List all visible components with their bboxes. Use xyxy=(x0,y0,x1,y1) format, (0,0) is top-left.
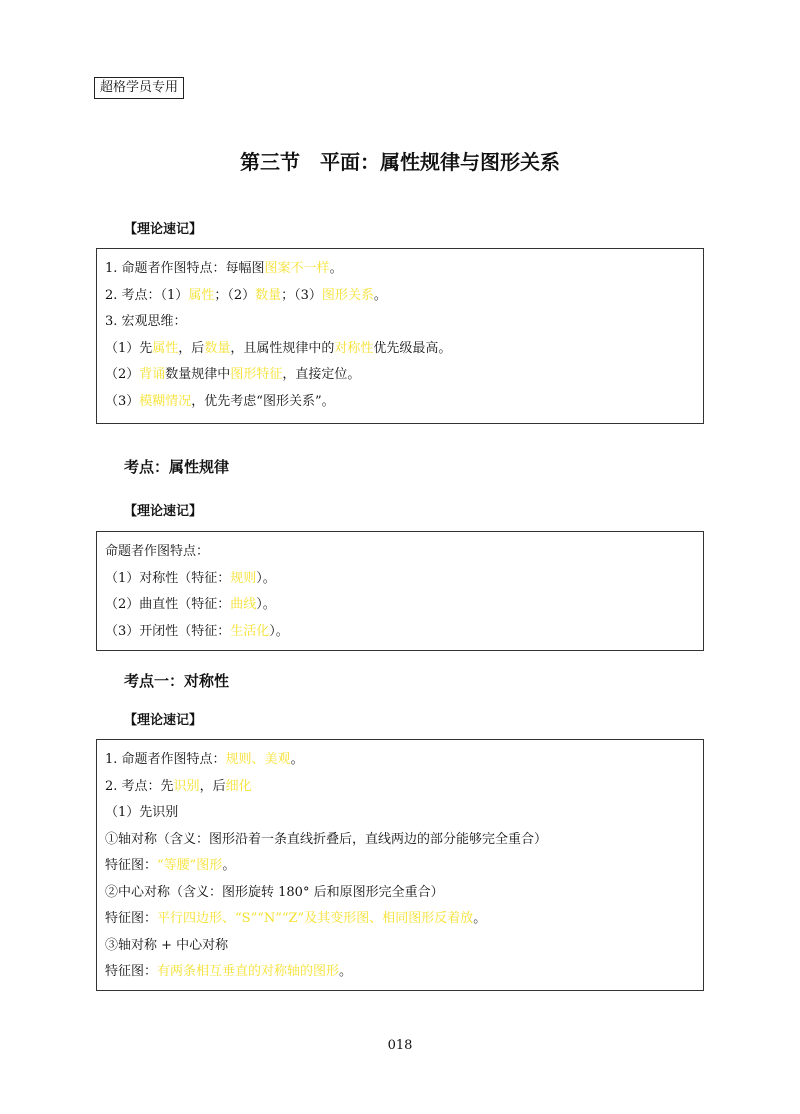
box1-line-1: 1. 命题者作图特点：每幅图图案不一样。 xyxy=(105,261,343,276)
box3-line-3: （1）先识别 xyxy=(105,805,179,820)
theory-box-2 xyxy=(96,531,704,651)
box1-line-4: （1）先属性，后数量，且属性规律中的对称性优先级最高。 xyxy=(105,340,452,356)
theory-box-3 xyxy=(96,739,704,991)
box2-line-3: （2）曲直性（特征：曲线）。 xyxy=(105,597,276,612)
page-number: 018 xyxy=(387,1038,413,1053)
box2-line-4: （3）开闭性（特征：生活化）。 xyxy=(105,623,289,639)
section-title: 第三节 平面：属性规律与图形关系 xyxy=(240,150,560,174)
box1-line-2: 2. 考点：（1）属性；（2）数量；（3）图形关系。 xyxy=(105,287,387,303)
box3-line-9: 特征图：有两条相互垂直的对称轴的图形。 xyxy=(105,964,353,979)
box2-line-2: （1）对称性（特征：规则）。 xyxy=(105,570,276,586)
theory-box-1 xyxy=(96,248,704,424)
theory-label-2: 【理论速记】 xyxy=(124,504,203,519)
theory-label-1: 【理论速记】 xyxy=(124,222,203,237)
heading-attribute-rules: 考点：属性规律 xyxy=(124,458,230,476)
theory-label-3: 【理论速记】 xyxy=(124,713,203,728)
box3-line-5: 特征图：“等腰”图形。 xyxy=(105,858,236,873)
box1-line-5: （2）背诵数量规律中图形特征，直接定位。 xyxy=(105,367,361,382)
restricted-stamp: 超格学员专用 xyxy=(94,77,184,99)
box3-line-7: 特征图：平行四边形、“S”“N”“Z”及其变形图、相同图形反着放。 xyxy=(105,911,487,926)
box3-line-2: 2. 考点：先识别，后细化 xyxy=(105,778,252,794)
box1-line-3: 3. 宏观思维： xyxy=(105,314,187,329)
box1-line-6: （3）模糊情况，优先考虑“图形关系”。 xyxy=(105,393,335,409)
box3-line-1: 1. 命题者作图特点：规则、美观。 xyxy=(105,752,304,767)
box3-line-8: ③轴对称 + 中心对称 xyxy=(105,937,229,953)
heading-symmetry: 考点一：对称性 xyxy=(124,672,230,690)
box3-line-6: ②中心对称（含义：图形旋转 180° 后和原图形完全重合） xyxy=(105,884,444,900)
box2-line-1: 命题者作图特点： xyxy=(105,544,210,559)
box3-line-4: ①轴对称（含义：图形沿着一条直线折叠后，直线两边的部分能够完全重合） xyxy=(105,831,548,847)
